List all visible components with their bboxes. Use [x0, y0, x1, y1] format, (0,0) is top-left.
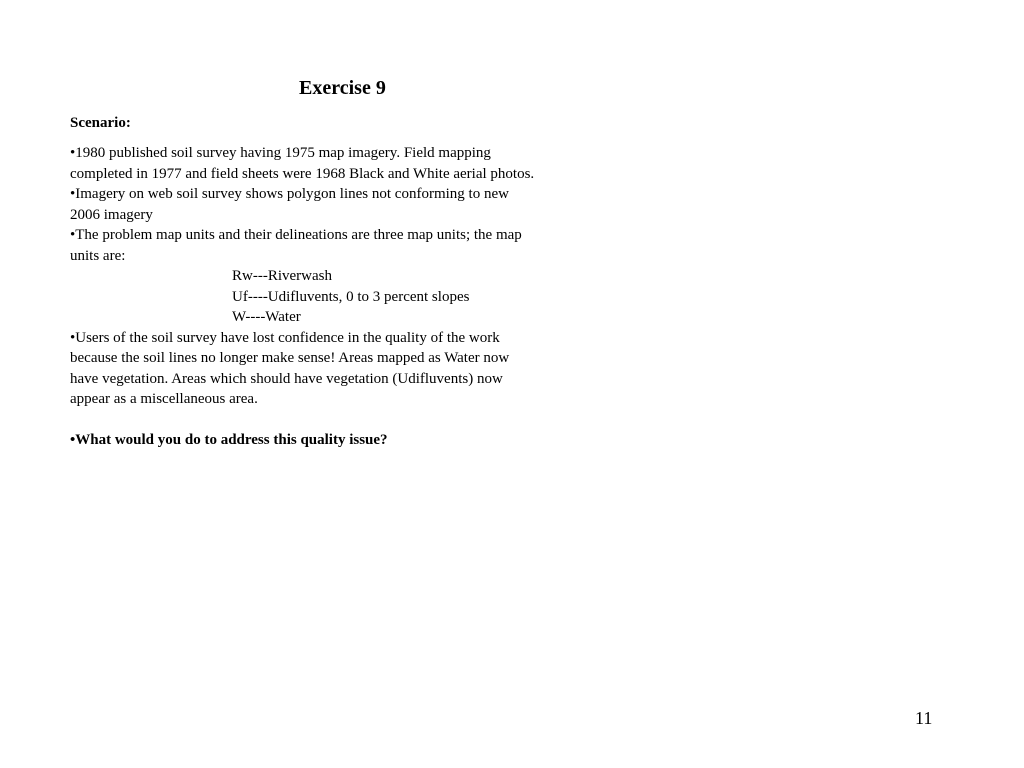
body-line: have vegetation. Areas which should have vegetation (Udifluvents) now — [70, 370, 503, 387]
body-line: units are: — [70, 247, 126, 264]
map-unit-riverwash: Rw---Riverwash — [232, 268, 332, 284]
body-line: completed in 1977 and field sheets were 1968 Black and White aerial photos. — [70, 165, 535, 182]
spacer — [70, 410, 630, 431]
body-line: 2006 imagery — [70, 206, 153, 223]
body-line: •Imagery on web soil survey shows polygon lines not conforming to new — [70, 186, 509, 202]
scenario-label: Scenario: — [70, 115, 131, 131]
body-line: because the soil lines no longer make sense! Areas mapped as Water now — [70, 350, 510, 366]
body-line: •1980 published soil survey having 1975 map imagery. Field mapping — [70, 145, 491, 161]
page-number: 11 — [915, 708, 933, 728]
scenario-body — [70, 143, 630, 451]
body-line: appear as a miscellaneous area. — [70, 391, 258, 407]
body-line: •The problem map units and their delineations are three map units; the map — [70, 227, 522, 243]
question-line: •What would you do to address this quality issue? — [70, 432, 388, 448]
slide-title: Exercise 9 — [299, 77, 386, 99]
map-unit-water: W----Water — [232, 309, 301, 325]
body-line: •Users of the soil survey have lost confidence in the quality of the work — [70, 329, 500, 346]
map-unit-udifluvents: Uf----Udifluvents, 0 to 3 percent slopes — [232, 288, 470, 305]
